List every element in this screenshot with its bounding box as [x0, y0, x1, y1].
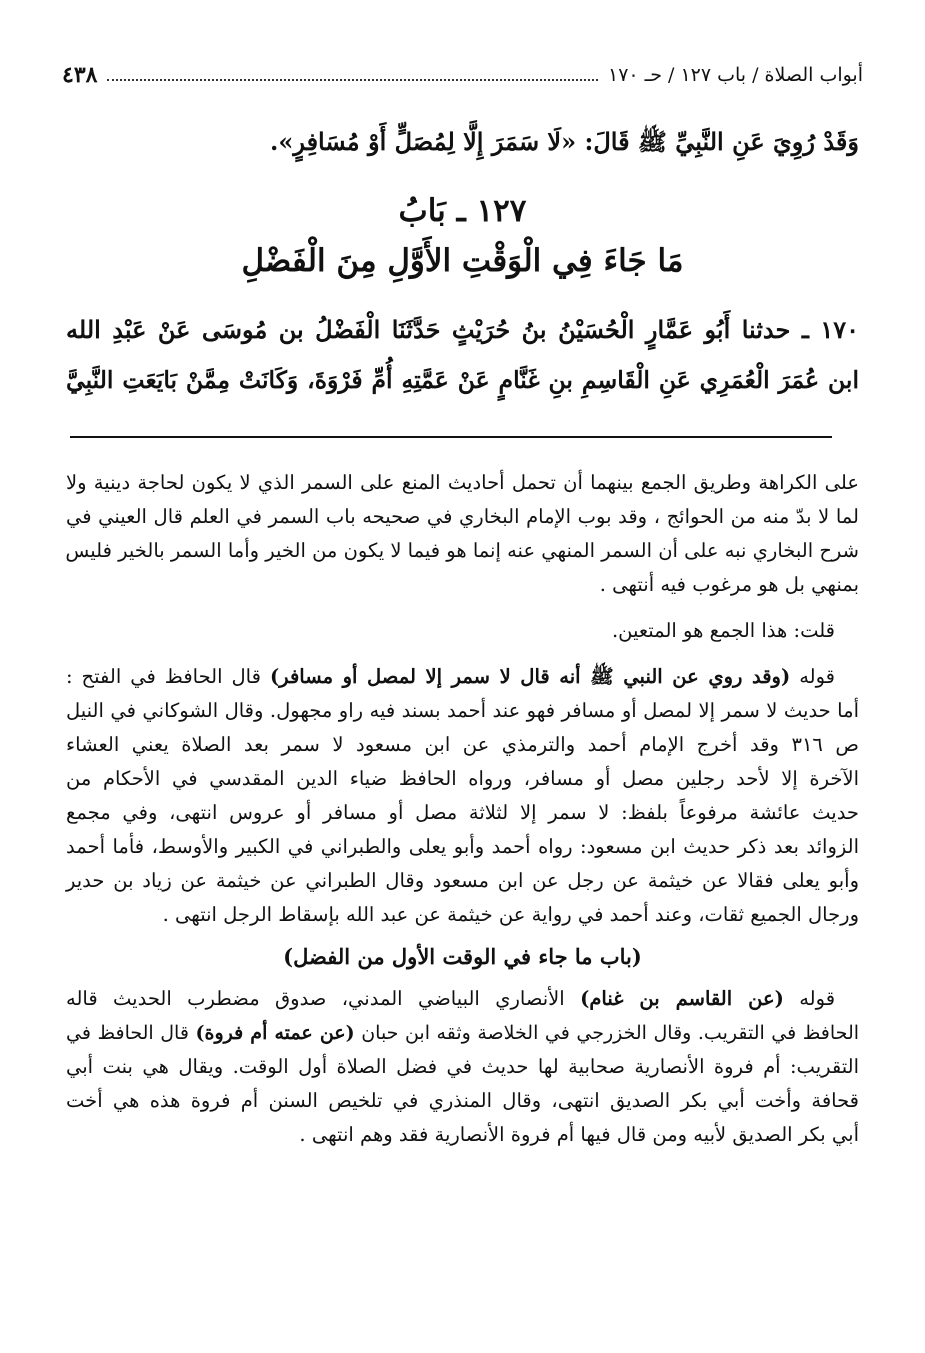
text-line [66, 982, 859, 1016]
hadith-line-2: ابن عُمَرَ الْعُمَرِي عَنِ الْقَاسِمِ بنِ غَنَّامٍ عَنْ عَمَّتِهِ أُمِّ فَرْوَةَ، وَكَانَتْ مِمَّنْ بَايَعَتِ النَّبِيَّ [66, 366, 859, 394]
text-line: لما لا بدّ منه من الحوائج ، وقد بوب الإمام البخاري في صحيحه باب السمر في العلم قال العيني في [66, 505, 859, 528]
text-line: وأبو يعلى فقالا عن خيثمة عن رجل عن ابن مسعود وقال الطبراني عن خيثمة عن زياد بن حدير [66, 869, 859, 892]
text-run: قال الحافظ في [66, 1022, 189, 1044]
commentary-paragraph-1 [66, 466, 859, 602]
text-run: قال الحافظ في الفتح : [66, 665, 261, 688]
quoted-matn: (عن القاسم بن غنام) [580, 987, 784, 1010]
spacer [66, 648, 859, 660]
text-line: التقريب: أم فروة الأنصارية صحابية لها حديث في فضل الصلاة أول الوقت. ويقال هي بنت أبي [66, 1055, 859, 1078]
running-header [62, 58, 863, 92]
lead-word: قوله [799, 665, 835, 688]
text-line: قلت: هذا الجمع هو المتعين. [611, 619, 835, 642]
text-line: بمنهي بل هو مرغوب فيه أنتهى . [599, 573, 859, 596]
page-number: ٤٣٨ [62, 62, 98, 88]
text-run: الأنصاري البياضي المدني، صدوق مضطرب الحديث قاله [66, 987, 565, 1010]
narration-line: وَقَدْ رُوِيَ عَنِ النَّبِيِّ ﷺ قَالَ: «لَا سَمَرَ إِلَّا لِمُصَلٍّ أَوْ مُسَافِرٍ». [269, 127, 859, 156]
hadith-line-1: ١٧٠ ـ حدثنا أَبُو عَمَّارٍ الْحُسَيْنُ بنُ حُرَيْثٍ حَدَّثَنَا الْفَضْلُ بن مُوسَى عَنْ عَبْدِ الله [66, 315, 859, 344]
text-line: الآخرة إلا لأحد رجلين مصل أو مسافر، ورواه الحافظ ضياء الدين المقدسي في الأحكام من [66, 767, 859, 790]
leader-dots [107, 77, 598, 81]
text-line: ص ٣١٦ وقد أخرج الإمام أحمد والترمذي عن ابن مسعود لا سمر بعد الصلاة يعني العشاء [66, 733, 859, 756]
commentary-paragraph-2 [66, 614, 859, 648]
running-title: أبواب الصلاة / باب ١٢٧ / حـ ١٧٠ [607, 64, 863, 86]
text-line: أما حديث لا سمر إلا لمصل أو مسافر فهو عند أحمد بسند فيه راو مجهول. وقال الشوكاني في النيل [66, 699, 859, 722]
chapter-number: ١٢٧ ـ بَابُ [398, 193, 527, 229]
text-line: شرح البخاري نبه على أن السمر المنهي عنه إنما هو فيما لا يكون من الخير وأما السمر بالخير فليس [65, 539, 859, 562]
quoted-matn: (وقد روي عن النبي ﷺ أنه قال لا سمر إلا لمصل أو مسافر) [269, 665, 791, 688]
commentary-paragraph-3 [66, 660, 859, 932]
lead-word: قوله [799, 987, 836, 1010]
quoted-matn: (عن عمته أم فروة) [195, 1022, 355, 1044]
text-line: حديث عائشة مرفوعاً بلفظ: لا سمر إلا لثلاثة مصل أو مسافر أو عروس انتهى، وفي مجمع [66, 801, 859, 824]
commentary-paragraph-4 [66, 982, 859, 1152]
text-line: قحافة وأخت أبي بكر الصديق انتهى، وقال المنذري في تلخيص السنن أم فروة هذه هي أخت [66, 1089, 859, 1112]
commentary-subheading: (باب ما جاء في الوقت الأول من الفضل) [283, 944, 642, 969]
footnote-divider [70, 436, 832, 438]
text-line [66, 660, 859, 694]
commentary [66, 466, 859, 1152]
text-line: الزوائد بعد ذكر حديث ابن مسعود: رواه أحمد وأبو يعلى والطبراني في الكبير والأوسط، فأما أحمد [66, 835, 859, 858]
text-line: ورجال الجميع ثقات، وعند أحمد في رواية عن خيثمة عن عبد الله بإسقاط الرجل انتهى . [162, 903, 859, 926]
text-line [66, 1016, 859, 1050]
text-line: أبي بكر الصديق لأبيه ومن قال فيها أم فروة الأنصارية فقد وهم انتهى . [299, 1123, 859, 1146]
text-line: على الكراهة وطريق الجمع بينهما أن تحمل أحاديث المنع على السمر الذي لا يكون لحاجة دينية ولا [66, 471, 859, 494]
spacer [66, 602, 859, 614]
chapter-title: مَا جَاءَ فِي الْوَقْتِ الأَوَّلِ مِنَ الْفَضْلِ [241, 243, 684, 279]
text-run: الحافظ في التقريب. وقال الخزرجي في الخلاصة وثقه ابن حبان [361, 1022, 860, 1044]
